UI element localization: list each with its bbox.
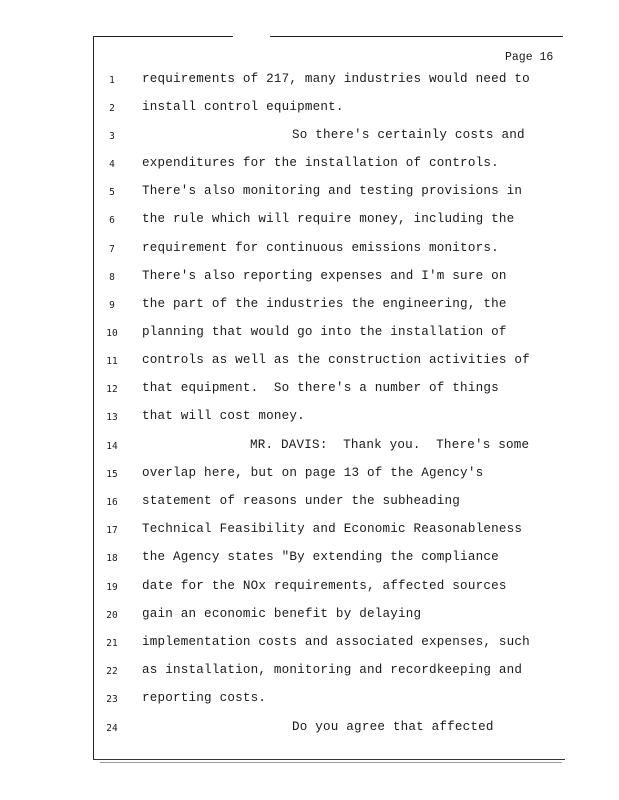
transcript-line: [0, 381, 619, 401]
transcript-line: [0, 184, 619, 204]
transcript-line: [0, 663, 619, 683]
line-text: as installation, monitoring and recordkeeping and: [142, 663, 523, 677]
line-number: 5: [109, 187, 115, 198]
line-text: Technical Feasibility and Economic Reasonableness: [142, 522, 523, 536]
transcript-line: [0, 550, 619, 570]
transcript-line: [0, 522, 619, 542]
transcript-line: [0, 691, 619, 711]
line-number: 19: [106, 582, 118, 593]
line-text: requirements of 217, many industries would need to: [142, 72, 530, 86]
line-text: the rule which will require money, including the: [142, 212, 515, 226]
line-number: 14: [106, 441, 118, 452]
line-text: There's also reporting expenses and I'm sure on: [142, 269, 507, 283]
line-number: 17: [106, 525, 118, 536]
line-number: 4: [109, 159, 115, 170]
transcript-line: [0, 494, 619, 514]
bottom-border: [93, 759, 565, 760]
line-text: There's also monitoring and testing provisions in: [142, 184, 523, 198]
line-number: 23: [106, 694, 118, 705]
line-text: overlap here, but on page 13 of the Agency's: [142, 466, 484, 480]
line-text: statement of reasons under the subheading: [142, 494, 461, 508]
line-number: 24: [106, 723, 118, 734]
transcript-line: [0, 720, 619, 740]
transcript-line: [0, 100, 619, 120]
transcript-line: [0, 297, 619, 317]
transcript-line: [0, 409, 619, 429]
line-number: 20: [106, 610, 118, 621]
line-number: 13: [106, 412, 118, 423]
bottom-border-shadow: [100, 762, 562, 763]
line-text: that equipment. So there's a number of things: [142, 381, 499, 395]
line-number: 21: [106, 638, 118, 649]
page-number: Page 16: [505, 51, 554, 64]
line-text: requirement for continuous emissions monitors.: [142, 241, 499, 255]
line-text: So there's certainly costs and: [292, 128, 525, 142]
line-text: gain an economic benefit by delaying: [142, 607, 422, 621]
line-number: 8: [109, 272, 115, 283]
line-number: 2: [109, 103, 115, 114]
line-text: that will cost money.: [142, 409, 305, 423]
transcript-line: [0, 212, 619, 232]
transcript-line: [0, 438, 619, 458]
transcript-line: [0, 156, 619, 176]
transcript-line: [0, 325, 619, 345]
transcript-line: [0, 128, 619, 148]
line-number: 3: [109, 131, 115, 142]
transcript-line: [0, 635, 619, 655]
line-number: 6: [109, 215, 115, 226]
line-number: 18: [106, 553, 118, 564]
transcript-line: [0, 353, 619, 373]
line-text: planning that would go into the installation of: [142, 325, 507, 339]
transcript-line: [0, 466, 619, 486]
line-text: install control equipment.: [142, 100, 344, 114]
line-text: the Agency states "By extending the compliance: [142, 550, 499, 564]
line-text: Do you agree that affected: [292, 720, 494, 734]
line-number: 12: [106, 384, 118, 395]
line-number: 9: [109, 300, 115, 311]
transcript-line: [0, 241, 619, 261]
line-text: reporting costs.: [142, 691, 267, 705]
line-text: expenditures for the installation of controls.: [142, 156, 499, 170]
line-text: MR. DAVIS: Thank you. There's some: [250, 438, 530, 452]
line-text: the part of the industries the engineering, the: [142, 297, 507, 311]
transcript-line: [0, 269, 619, 289]
line-text: date for the NOx requirements, affected sources: [142, 579, 507, 593]
line-text: controls as well as the construction activities of: [142, 353, 530, 367]
line-number: 7: [109, 244, 115, 255]
line-number: 22: [106, 666, 118, 677]
line-text: implementation costs and associated expenses, such: [142, 635, 530, 649]
line-number: 15: [106, 469, 118, 480]
line-number: 11: [106, 356, 118, 367]
transcript-line: [0, 579, 619, 599]
line-number: 16: [106, 497, 118, 508]
transcript-line: [0, 607, 619, 627]
line-number: 10: [106, 328, 118, 339]
line-number: 1: [109, 75, 115, 86]
transcript-line: [0, 72, 619, 92]
